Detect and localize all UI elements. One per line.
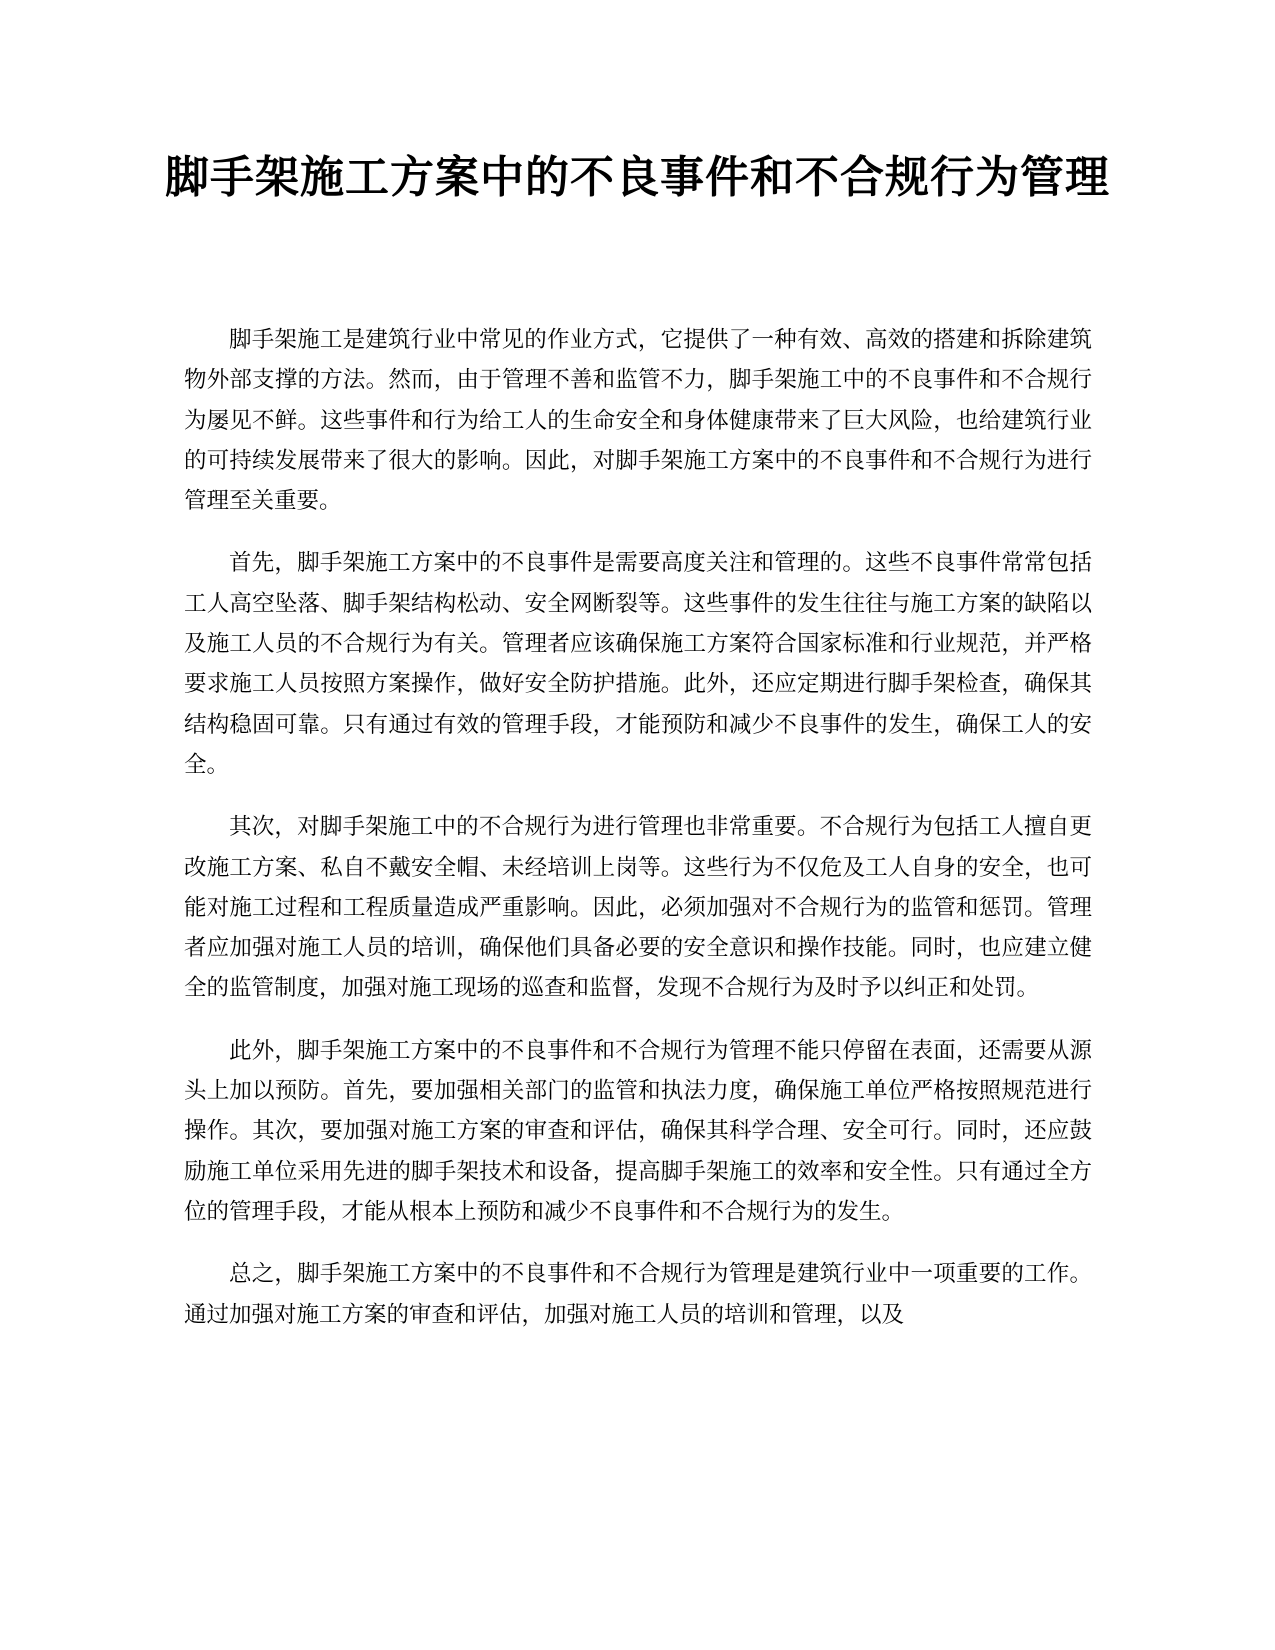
paragraph-prevention: 此外，脚手架施工方案中的不良事件和不合规行为管理不能只停留在表面，还需要从源头上加以预防。首先，要加强相关部门的监管和执法力度，确保施工单位严格按照规范进行操作。其次，要加强对施工方案的审查和评估，确保其科学合理、安全可行。同时，还应鼓励施工单位采用先进的脚手架技术和设备，提高脚手架施工的效率和安全性。只有通过全方位的管理手段，才能从根本上预防和减少不良事件和不合规行为的发生。: [184, 1037, 1092, 1225]
document-title: 脚手架施工方案中的不良事件和不合规行为管理: [165, 152, 1110, 203]
paragraph-intro: 脚手架施工是建筑行业中常见的作业方式，它提供了一种有效、高效的搭建和拆除建筑物外部支撑的方法。然而，由于管理不善和监管不力，脚手架施工中的不良事件和不合规行为屡见不鲜。这些事件和行为给工人的生命安全和身体健康带来了巨大风险，也给建筑行业的可持续发展带来了很大的影响。因此，对脚手架施工方案中的不良事件和不合规行为进行管理至关重要。: [184, 327, 1092, 515]
paragraph-noncompliance: 其次，对脚手架施工中的不合规行为进行管理也非常重要。不合规行为包括工人擅自更改施工方案、私自不戴安全帽、未经培训上岗等。这些行为不仅危及工人自身的安全，也可能对施工过程和工程质量造成严重影响。因此，必须加强对不合规行为的监管和惩罚。管理者应加强对施工人员的培训，确保他们具备必要的安全意识和操作技能。同时，也应建立健全的监管制度，加强对施工现场的巡查和监督，发现不合规行为及时予以纠正和处罚。: [184, 814, 1092, 1002]
paragraph-conclusion: 总之，脚手架施工方案中的不良事件和不合规行为管理是建筑行业中一项重要的工作。通过加强对施工方案的审查和评估，加强对施工人员的培训和管理，以及: [184, 1261, 1092, 1328]
document-body: [184, 320, 1092, 1357]
paragraph-adverse-events: 首先，脚手架施工方案中的不良事件是需要高度关注和管理的。这些不良事件常常包括工人高空坠落、脚手架结构松动、安全网断裂等。这些事件的发生往往与施工方案的缺陷以及施工人员的不合规行为有关。管理者应该确保施工方案符合国家标准和行业规范，并严格要求施工人员按照方案操作，做好安全防护措施。此外，还应定期进行脚手架检查，确保其结构稳固可靠。只有通过有效的管理手段，才能预防和减少不良事件的发生，确保工人的安全。: [184, 550, 1092, 778]
